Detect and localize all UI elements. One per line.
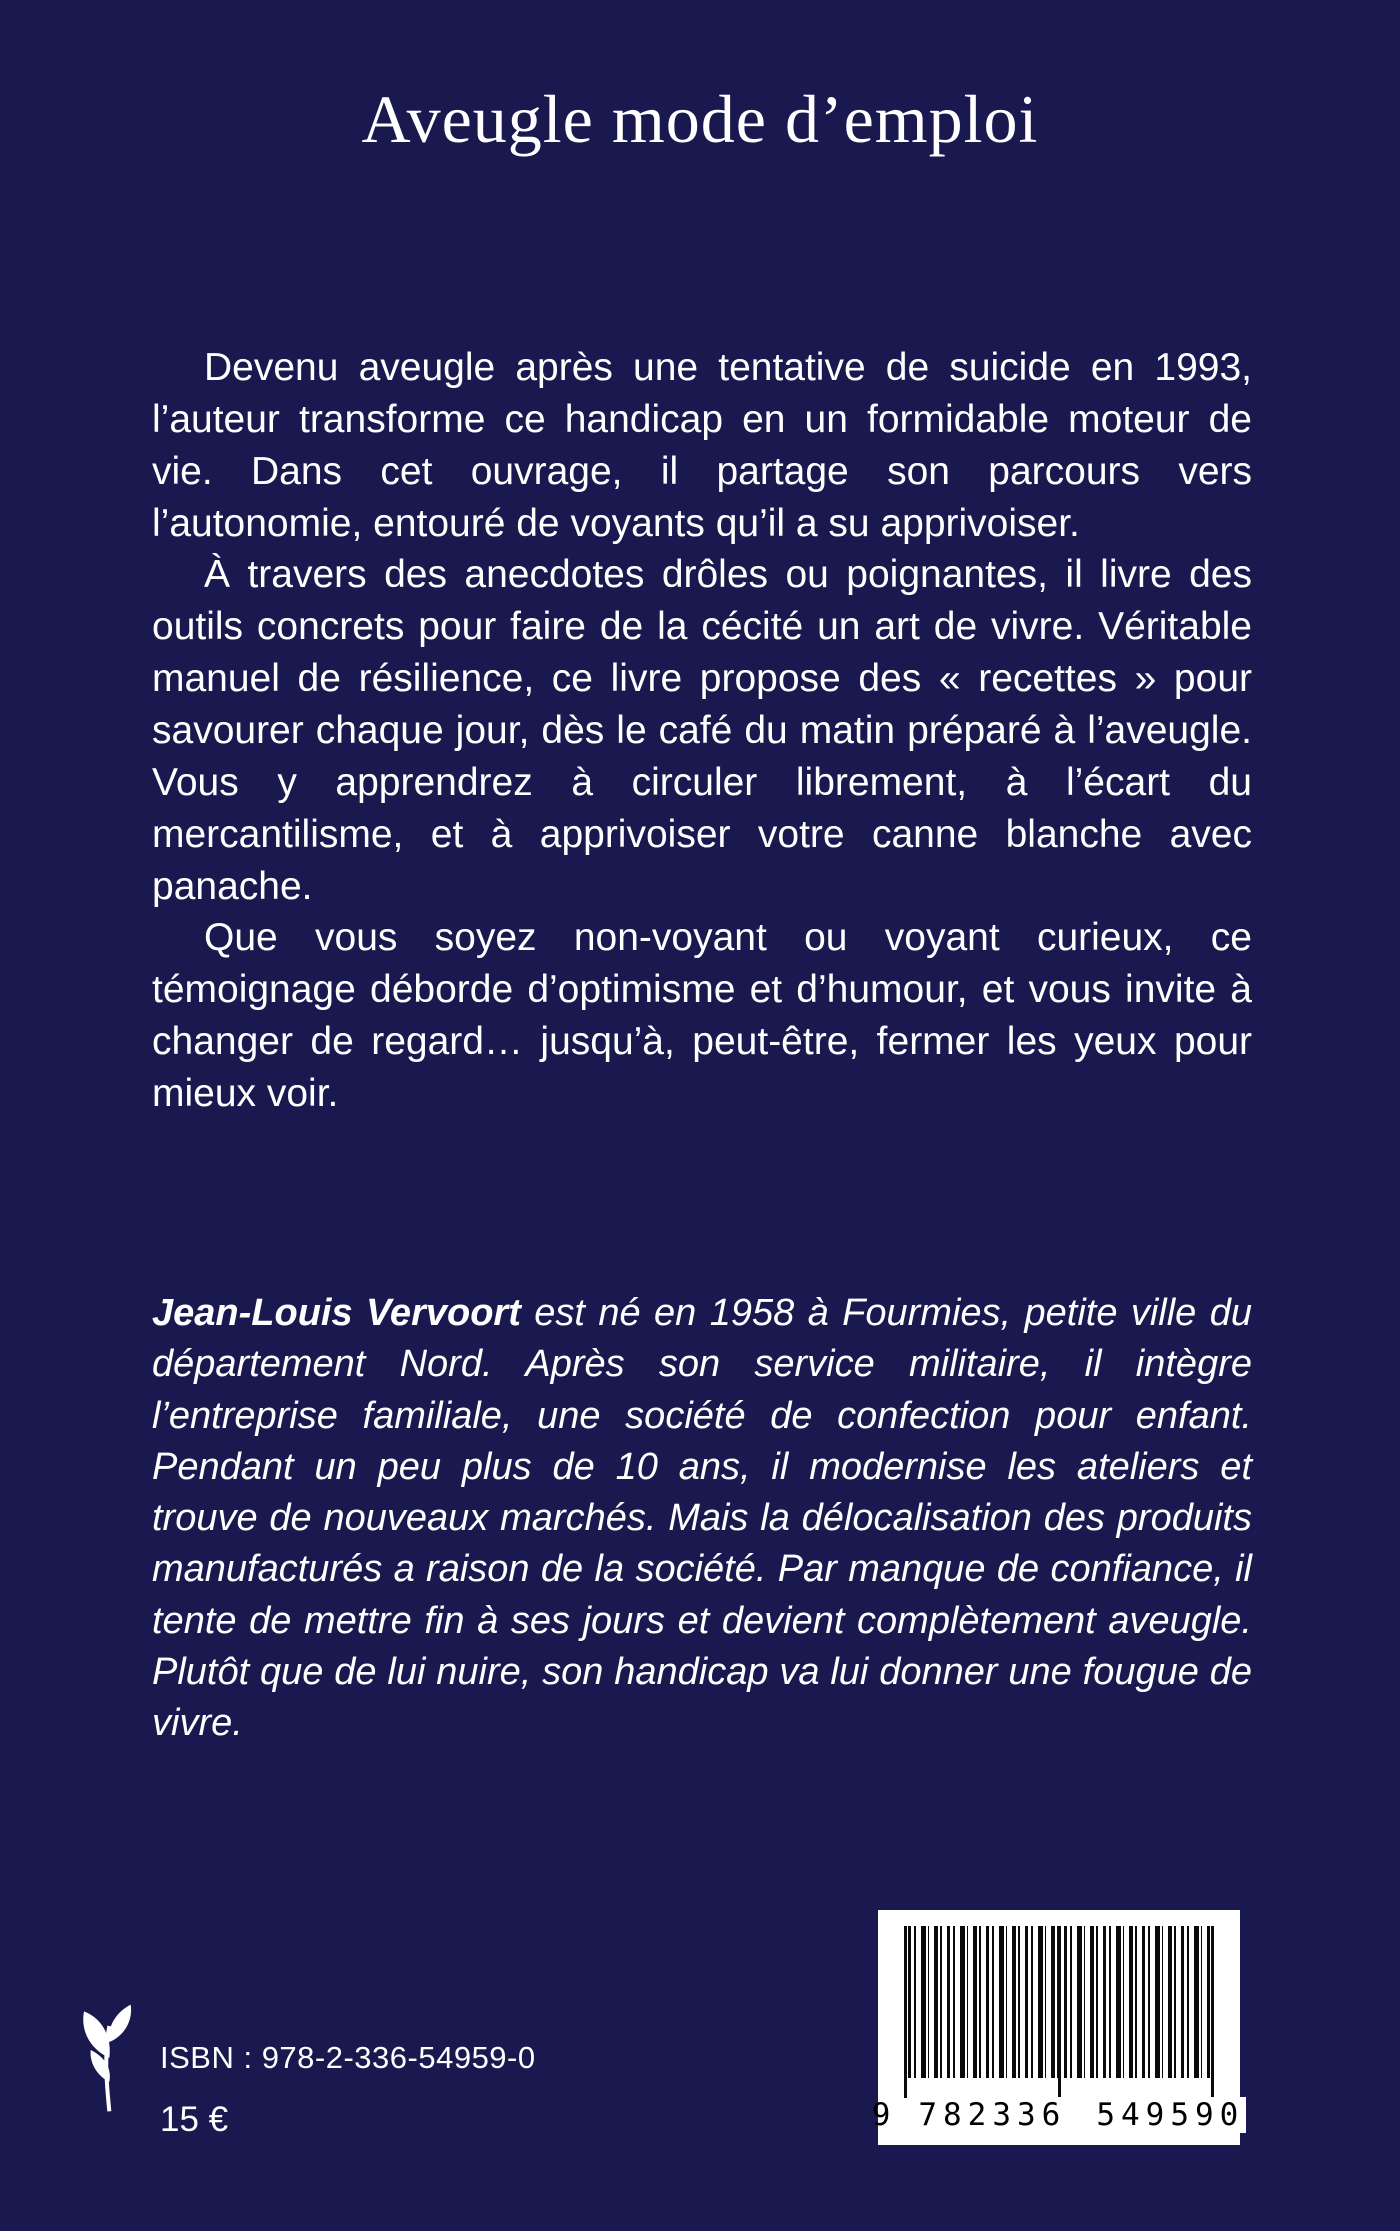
- barcode-left-digit: 9: [871, 2097, 891, 2133]
- synopsis: [152, 342, 1252, 1120]
- barcode-group1: 782336: [918, 2097, 1067, 2133]
- author-bio: [152, 1288, 1252, 1750]
- author-bio-text: est né en 1958 à Fourmies, petite ville du département Nord. Après son service militaire, il intègre l’entreprise familiale, une société de confection pour enfant. Pendant un peu plus de 10 ans, il modernise les ateliers et trouve de nouveaux marchés. Mais la délocalisation des produits manufacturés a raison de la société. Par manque de confiance, il tente de mettre fin à ses jours et devient complètement aveugle. Plutôt que de lui nuire, son handicap va lui donner une fougue de vivre.: [152, 1292, 1252, 1745]
- barcode-digits: [871, 2097, 1245, 2133]
- barcode: [871, 1910, 1245, 2145]
- barcode-guard-bar: [1058, 1926, 1061, 2098]
- barcode-guard-bar: [1211, 1926, 1214, 2098]
- synopsis-paragraph: À travers des anecdotes drôles ou poignantes, il livre des outils concrets pour faire de la cécité un art de vivre. Véritable manuel de résilience, ce livre propose des « recettes » pour savourer chaque jour, dès le café du matin préparé à l’aveugle. Vous y apprendrez à circuler librement, à l’écart du mercantilisme, et à apprivoiser votre canne blanche avec panache.: [152, 553, 1252, 908]
- author-name: Jean-Louis Vervoort: [152, 1292, 521, 1334]
- isbn-text: ISBN : 978-2-336-54959-0: [160, 2040, 536, 2075]
- synopsis-paragraph: Devenu aveugle après une tentative de suicide en 1993, l’auteur transforme ce handicap en un formidable moteur de vie. Dans cet ouvrage, il partage son parcours vers l’autonomie, entouré de voyants qu’il a su apprivoiser.: [152, 346, 1252, 545]
- book-title: Aveugle mode d’emploi: [361, 81, 1039, 157]
- synopsis-paragraph: Que vous soyez non-voyant ou voyant curieux, ce témoignage déborde d’optimisme et d’humour, et vous invite à changer de regard… jusqu’à, peut-être, fermer les yeux pour mieux voir.: [152, 916, 1252, 1116]
- barcode-guard-bar: [904, 1926, 907, 2098]
- author-bio-paragraph: [152, 1288, 1252, 1750]
- price-text: 15 €: [160, 2100, 229, 2139]
- publisher-plume-icon: [68, 2002, 148, 2114]
- barcode-group2: 549590: [1096, 2097, 1245, 2133]
